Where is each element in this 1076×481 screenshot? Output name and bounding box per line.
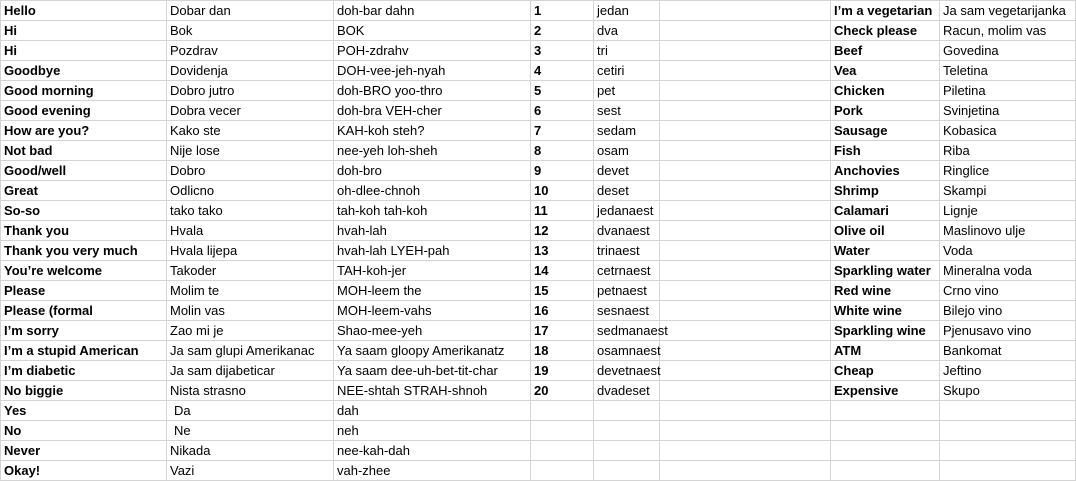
english-term-cell[interactable]: White wine <box>831 301 940 321</box>
sheet-row <box>1 341 1076 361</box>
croatian-term-cell[interactable]: Teletina <box>940 61 1076 81</box>
number-word-cell[interactable]: dva <box>594 21 660 41</box>
english-term-cell[interactable]: Pork <box>831 101 940 121</box>
english-phrase-cell[interactable]: No <box>1 421 167 441</box>
croatian-phrase-cell[interactable]: Hvala <box>167 221 334 241</box>
croatian-term-cell[interactable]: Racun, molim vas <box>940 21 1076 41</box>
croatian-term-cell[interactable]: Svinjetina <box>940 101 1076 121</box>
sheet-row <box>1 41 1076 61</box>
number-cell[interactable]: 15 <box>531 281 594 301</box>
pronunciation-cell[interactable]: TAH-koh-jer <box>334 261 531 281</box>
pronunciation-cell[interactable]: dah <box>334 401 531 421</box>
croatian-term-cell[interactable]: Kobasica <box>940 121 1076 141</box>
number-cell[interactable]: 7 <box>531 121 594 141</box>
empty-cell[interactable] <box>660 221 831 241</box>
croatian-phrase-cell[interactable]: Da <box>167 401 334 421</box>
pronunciation-cell[interactable]: neh <box>334 421 531 441</box>
pronunciation-cell[interactable]: KAH-koh steh? <box>334 121 531 141</box>
number-word-cell[interactable] <box>594 401 660 421</box>
number-cell[interactable]: 18 <box>531 341 594 361</box>
number-cell[interactable]: 6 <box>531 101 594 121</box>
pronunciation-cell[interactable]: Shao-mee-yeh <box>334 321 531 341</box>
english-term-cell[interactable]: Chicken <box>831 81 940 101</box>
number-word-cell[interactable]: devetnaest <box>594 361 660 381</box>
sheet-row <box>1 61 1076 81</box>
number-cell[interactable]: 14 <box>531 261 594 281</box>
croatian-term-cell[interactable] <box>940 441 1076 461</box>
english-phrase-cell[interactable]: I’m sorry <box>1 321 167 341</box>
number-word-cell[interactable]: trinaest <box>594 241 660 261</box>
sheet-row <box>1 381 1076 401</box>
number-word-cell[interactable]: cetiri <box>594 61 660 81</box>
number-cell[interactable] <box>531 461 594 481</box>
croatian-phrase-cell[interactable]: Odlicno <box>167 181 334 201</box>
sheet-row <box>1 261 1076 281</box>
empty-cell[interactable] <box>660 141 831 161</box>
english-phrase-cell[interactable]: How are you? <box>1 121 167 141</box>
pronunciation-cell[interactable]: doh-bro <box>334 161 531 181</box>
number-cell[interactable]: 2 <box>531 21 594 41</box>
english-phrase-cell[interactable]: Thank you <box>1 221 167 241</box>
pronunciation-cell[interactable]: BOK <box>334 21 531 41</box>
english-term-cell[interactable]: Check please <box>831 21 940 41</box>
croatian-term-cell[interactable]: Mineralna voda <box>940 261 1076 281</box>
pronunciation-cell[interactable]: hvah-lah LYEH-pah <box>334 241 531 261</box>
number-cell[interactable]: 4 <box>531 61 594 81</box>
croatian-term-cell[interactable]: Lignje <box>940 201 1076 221</box>
empty-cell[interactable] <box>660 101 831 121</box>
english-phrase-cell[interactable]: No biggie <box>1 381 167 401</box>
pronunciation-cell[interactable]: vah-zhee <box>334 461 531 481</box>
croatian-term-cell[interactable]: Jeftino <box>940 361 1076 381</box>
croatian-phrase-cell[interactable]: Takoder <box>167 261 334 281</box>
croatian-phrase-cell[interactable]: Dobro jutro <box>167 81 334 101</box>
number-cell[interactable]: 9 <box>531 161 594 181</box>
english-term-cell[interactable]: Fish <box>831 141 940 161</box>
croatian-phrase-cell[interactable]: Zao mi je <box>167 321 334 341</box>
sheet-row <box>1 1 1076 21</box>
english-term-cell[interactable]: Sparkling wine <box>831 321 940 341</box>
english-term-cell[interactable]: Shrimp <box>831 181 940 201</box>
number-word-cell[interactable]: deset <box>594 181 660 201</box>
sheet-row <box>1 421 1076 441</box>
pronunciation-cell[interactable]: Ya saam dee-uh-bet-tit-char <box>334 361 531 381</box>
number-cell[interactable]: 19 <box>531 361 594 381</box>
empty-cell[interactable] <box>660 181 831 201</box>
croatian-term-cell[interactable]: Ringlice <box>940 161 1076 181</box>
croatian-phrase-cell[interactable]: Molim te <box>167 281 334 301</box>
english-term-cell[interactable]: Water <box>831 241 940 261</box>
croatian-term-cell[interactable]: Bankomat <box>940 341 1076 361</box>
empty-cell[interactable] <box>660 441 831 461</box>
empty-cell[interactable] <box>660 121 831 141</box>
number-cell[interactable]: 12 <box>531 221 594 241</box>
number-word-cell[interactable] <box>594 421 660 441</box>
number-cell[interactable] <box>531 401 594 421</box>
number-cell[interactable]: 1 <box>531 1 594 21</box>
number-word-cell[interactable]: sest <box>594 101 660 121</box>
croatian-phrase-cell[interactable]: Dobra vecer <box>167 101 334 121</box>
pronunciation-cell[interactable]: oh-dlee-chnoh <box>334 181 531 201</box>
english-phrase-cell[interactable]: Goodbye <box>1 61 167 81</box>
english-phrase-cell[interactable]: Never <box>1 441 167 461</box>
english-phrase-cell[interactable]: Hello <box>1 1 167 21</box>
croatian-term-cell[interactable]: Govedina <box>940 41 1076 61</box>
empty-cell[interactable] <box>660 61 831 81</box>
english-term-cell[interactable]: Vea <box>831 61 940 81</box>
sheet-row <box>1 361 1076 381</box>
croatian-phrase-cell[interactable]: Ja sam glupi Amerikanac <box>167 341 334 361</box>
english-term-cell[interactable] <box>831 461 940 481</box>
sheet-row <box>1 461 1076 481</box>
pronunciation-cell[interactable]: MOH-leem the <box>334 281 531 301</box>
croatian-term-cell[interactable] <box>940 421 1076 441</box>
empty-cell[interactable] <box>660 361 831 381</box>
english-term-cell[interactable] <box>831 401 940 421</box>
english-phrase-cell[interactable]: Okay! <box>1 461 167 481</box>
empty-cell[interactable] <box>660 461 831 481</box>
croatian-phrase-cell[interactable]: Kako ste <box>167 121 334 141</box>
english-phrase-cell[interactable]: I’m diabetic <box>1 361 167 381</box>
empty-cell[interactable] <box>660 261 831 281</box>
sheet-row <box>1 301 1076 321</box>
empty-cell[interactable] <box>660 241 831 261</box>
croatian-phrase-cell[interactable]: Bok <box>167 21 334 41</box>
pronunciation-cell[interactable]: MOH-leem-vahs <box>334 301 531 321</box>
english-term-cell[interactable]: ATM <box>831 341 940 361</box>
pronunciation-cell[interactable]: NEE-shtah STRAH-shnoh <box>334 381 531 401</box>
number-cell[interactable]: 10 <box>531 181 594 201</box>
pronunciation-cell[interactable]: tah-koh tah-koh <box>334 201 531 221</box>
croatian-phrase-cell[interactable]: Hvala lijepa <box>167 241 334 261</box>
english-term-cell[interactable]: Beef <box>831 41 940 61</box>
number-cell[interactable]: 8 <box>531 141 594 161</box>
number-word-cell[interactable] <box>594 461 660 481</box>
english-term-cell[interactable] <box>831 441 940 461</box>
english-term-cell[interactable]: Anchovies <box>831 161 940 181</box>
english-term-cell[interactable]: Sparkling water <box>831 261 940 281</box>
empty-cell[interactable] <box>660 401 831 421</box>
empty-cell[interactable] <box>660 21 831 41</box>
number-word-cell[interactable]: jedan <box>594 1 660 21</box>
english-phrase-cell[interactable]: I’m a stupid American <box>1 341 167 361</box>
croatian-term-cell[interactable]: Piletina <box>940 81 1076 101</box>
number-cell[interactable]: 5 <box>531 81 594 101</box>
croatian-term-cell[interactable]: Crno vino <box>940 281 1076 301</box>
number-word-cell[interactable]: osam <box>594 141 660 161</box>
number-word-cell[interactable]: tri <box>594 41 660 61</box>
number-cell[interactable]: 17 <box>531 321 594 341</box>
number-word-cell[interactable]: sedmanaest <box>594 321 660 341</box>
croatian-term-cell[interactable]: Ja sam vegetarijanka <box>940 1 1076 21</box>
pronunciation-cell[interactable]: doh-BRO yoo-thro <box>334 81 531 101</box>
number-word-cell[interactable]: pet <box>594 81 660 101</box>
english-phrase-cell[interactable]: Hi <box>1 41 167 61</box>
sheet-row <box>1 21 1076 41</box>
croatian-term-cell[interactable]: Voda <box>940 241 1076 261</box>
croatian-term-cell[interactable]: Skampi <box>940 181 1076 201</box>
number-word-cell[interactable]: sesnaest <box>594 301 660 321</box>
number-cell[interactable]: 20 <box>531 381 594 401</box>
sheet-row <box>1 161 1076 181</box>
pronunciation-cell[interactable]: nee-kah-dah <box>334 441 531 461</box>
croatian-phrase-cell[interactable]: Dobro <box>167 161 334 181</box>
croatian-phrase-cell[interactable]: Vazi <box>167 461 334 481</box>
croatian-phrase-cell[interactable]: Ne <box>167 421 334 441</box>
sheet-row <box>1 241 1076 261</box>
empty-cell[interactable] <box>660 341 831 361</box>
croatian-term-cell[interactable]: Riba <box>940 141 1076 161</box>
english-phrase-cell[interactable]: Thank you very much <box>1 241 167 261</box>
number-word-cell[interactable]: jedanaest <box>594 201 660 221</box>
croatian-phrase-cell[interactable]: Nista strasno <box>167 381 334 401</box>
empty-cell[interactable] <box>660 161 831 181</box>
croatian-phrase-cell[interactable]: Molin vas <box>167 301 334 321</box>
pronunciation-cell[interactable]: Ya saam gloopy Amerikanatz <box>334 341 531 361</box>
pronunciation-cell[interactable]: DOH-vee-jeh-nyah <box>334 61 531 81</box>
sheet-row <box>1 221 1076 241</box>
sheet-row <box>1 141 1076 161</box>
sheet-row <box>1 321 1076 341</box>
number-cell[interactable] <box>531 441 594 461</box>
english-phrase-cell[interactable]: Great <box>1 181 167 201</box>
number-word-cell[interactable]: dvanaest <box>594 221 660 241</box>
number-word-cell[interactable]: petnaest <box>594 281 660 301</box>
number-word-cell[interactable]: osamnaest <box>594 341 660 361</box>
sheet-row <box>1 201 1076 221</box>
sheet-row <box>1 181 1076 201</box>
sheet-row <box>1 281 1076 301</box>
empty-cell[interactable] <box>660 301 831 321</box>
empty-cell[interactable] <box>660 41 831 61</box>
english-phrase-cell[interactable]: Good evening <box>1 101 167 121</box>
croatian-phrase-cell[interactable]: Ja sam dijabeticar <box>167 361 334 381</box>
english-phrase-cell[interactable]: So-so <box>1 201 167 221</box>
english-phrase-cell[interactable]: You’re welcome <box>1 261 167 281</box>
empty-cell[interactable] <box>660 281 831 301</box>
english-term-cell[interactable]: Calamari <box>831 201 940 221</box>
sheet-row <box>1 121 1076 141</box>
croatian-term-cell[interactable]: Bilejo vino <box>940 301 1076 321</box>
empty-cell[interactable] <box>660 201 831 221</box>
english-phrase-cell[interactable]: Good morning <box>1 81 167 101</box>
number-cell[interactable]: 16 <box>531 301 594 321</box>
pronunciation-cell[interactable]: doh-bra VEH-cher <box>334 101 531 121</box>
number-word-cell[interactable]: sedam <box>594 121 660 141</box>
empty-cell[interactable] <box>660 421 831 441</box>
pronunciation-cell[interactable]: hvah-lah <box>334 221 531 241</box>
english-phrase-cell[interactable]: Hi <box>1 21 167 41</box>
croatian-term-cell[interactable]: Skupo <box>940 381 1076 401</box>
sheet-row <box>1 401 1076 421</box>
pronunciation-cell[interactable]: POH-zdrahv <box>334 41 531 61</box>
croatian-phrase-cell[interactable]: Dobar dan <box>167 1 334 21</box>
sheet-row <box>1 101 1076 121</box>
empty-cell[interactable] <box>660 1 831 21</box>
sheet-row <box>1 441 1076 461</box>
croatian-phrase-cell[interactable]: Dovidenja <box>167 61 334 81</box>
croatian-term-cell[interactable]: Pjenusavo vino <box>940 321 1076 341</box>
sheet-row <box>1 81 1076 101</box>
croatian-phrase-cell[interactable]: tako tako <box>167 201 334 221</box>
croatian-phrase-cell[interactable]: Nije lose <box>167 141 334 161</box>
number-cell[interactable]: 11 <box>531 201 594 221</box>
empty-cell[interactable] <box>660 321 831 341</box>
english-term-cell[interactable]: Red wine <box>831 281 940 301</box>
english-phrase-cell[interactable]: Not bad <box>1 141 167 161</box>
english-phrase-cell[interactable]: Please (formal <box>1 301 167 321</box>
pronunciation-cell[interactable]: doh-bar dahn <box>334 1 531 21</box>
number-word-cell[interactable]: dvadeset <box>594 381 660 401</box>
number-cell[interactable] <box>531 421 594 441</box>
english-phrase-cell[interactable]: Good/well <box>1 161 167 181</box>
number-word-cell[interactable] <box>594 441 660 461</box>
pronunciation-cell[interactable]: nee-yeh loh-sheh <box>334 141 531 161</box>
croatian-phrase-cell[interactable]: Pozdrav <box>167 41 334 61</box>
english-phrase-cell[interactable]: Yes <box>1 401 167 421</box>
number-cell[interactable]: 3 <box>531 41 594 61</box>
empty-cell[interactable] <box>660 381 831 401</box>
croatian-term-cell[interactable] <box>940 401 1076 421</box>
english-term-cell[interactable]: I’m a vegetarian <box>831 1 940 21</box>
croatian-term-cell[interactable]: Maslinovo ulje <box>940 221 1076 241</box>
english-phrase-cell[interactable]: Please <box>1 281 167 301</box>
empty-cell[interactable] <box>660 81 831 101</box>
english-term-cell[interactable]: Expensive <box>831 381 940 401</box>
english-term-cell[interactable]: Sausage <box>831 121 940 141</box>
number-cell[interactable]: 13 <box>531 241 594 261</box>
number-word-cell[interactable]: cetrnaest <box>594 261 660 281</box>
croatian-phrase-cell[interactable]: Nikada <box>167 441 334 461</box>
english-term-cell[interactable]: Cheap <box>831 361 940 381</box>
croatian-term-cell[interactable] <box>940 461 1076 481</box>
number-word-cell[interactable]: devet <box>594 161 660 181</box>
english-term-cell[interactable] <box>831 421 940 441</box>
english-term-cell[interactable]: Olive oil <box>831 221 940 241</box>
